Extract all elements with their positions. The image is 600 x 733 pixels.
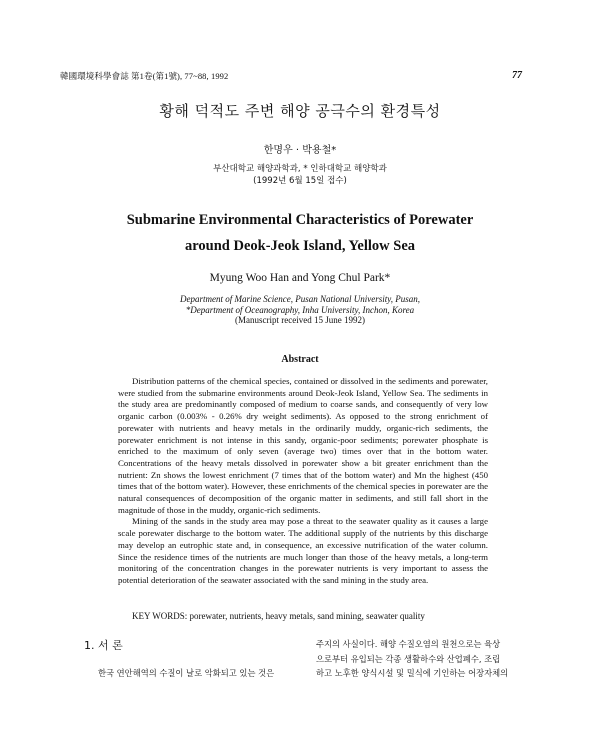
page-number: 77 bbox=[512, 70, 522, 81]
english-received-date: (Manuscript received 15 June 1992) bbox=[235, 315, 365, 325]
abstract-paragraph-1: Distribution patterns of the chemical species, contained or dissolved in the sediments and porewater, were studied from the submarine environments around Deok-Jeok Island, Yellow Sea. The sediments in the study area are predominantly composed of medium to coarse sands, and consequently of very low organic carbon (0.003% - 0.26% dry weight sediments). As opposed to the strong enrichment of porewater with nutrients and heavy metals in the ordinarily muddy, organic-rich sediments, the porewater enrichment is not intense in this sandy, organic-poor sediments; porewater phosphate is enriched to the maximum of only seven (average two) times over that in the bottom water. Concentrations of the heavy metals dissolved in porewater show a bit greater enrichment than the nutrient: Zn shows the lowest enrichment (7 times that of the bottom water) and Mn the highest (450 times that of the bottom water). However, these enrichments of the chemical species in porewater are the natural consequences of decomposition of the organic matter in sediments, and still fall short in the magnitude of those in the muddy, organic-rich sediments. bbox=[118, 376, 488, 515]
english-title-line-1: Submarine Environmental Characteristics of Porewater bbox=[126, 212, 474, 228]
body-line: 으로부터 유입되는 각종 생활하수와 산업폐수, 조립 bbox=[316, 653, 501, 664]
korean-authors: 한명우 · 박용철* bbox=[263, 145, 337, 156]
korean-affiliation bbox=[0, 163, 600, 187]
section-heading-introduction: 1. 서 론 bbox=[84, 639, 123, 652]
body-line: 하고 노후한 양식시설 및 밀식에 기인하는 어장자체의 bbox=[316, 668, 509, 679]
english-affiliation bbox=[0, 294, 600, 326]
english-affiliation-line-1: Department of Marine Science, Pusan National University, Pusan, bbox=[180, 294, 420, 304]
english-authors: Myung Woo Han and Yong Chul Park* bbox=[209, 272, 391, 284]
journal-header: 韓國環境科學會誌 第1卷(第1號), 77~88, 1992 bbox=[60, 71, 229, 81]
korean-title: 황해 덕적도 주변 해양 공극수의 환경특성 bbox=[159, 102, 441, 120]
english-affiliation-line-2: *Department of Oceanography, Inha University, Inchon, Korea bbox=[185, 304, 415, 315]
abstract-body bbox=[118, 376, 488, 587]
english-title-line-2: around Deok-Jeok Island, Yellow Sea bbox=[184, 238, 416, 254]
keywords: KEY WORDS: porewater, nutrients, heavy metals, sand mining, seawater quality bbox=[132, 611, 425, 621]
abstract-paragraph-2: Mining of the sands in the study area may pose a threat to the seawater quality as it causes a large scale porewater discharge to the bottom water. The additional supply of the nutrients by this discharge may develop an eutrophic state and, in consequence, an excessive nutrification of the water column. Since the residence times of the nutrients are much longer than those of the heavy metals, a long-term monitoring of the concentration changes in the porewater nutrients is very important to assess the potential deterioration of the seawater associated with the sand mining in the study area. bbox=[118, 516, 488, 585]
english-title bbox=[0, 207, 600, 259]
korean-received-date: (1992년 6월 15일 접수) bbox=[253, 176, 347, 186]
body-left-column: 한국 연안해역의 수질이 날로 악화되고 있는 것은 bbox=[98, 668, 275, 678]
body-right-column bbox=[316, 637, 534, 681]
korean-affiliation-line: 부산대학교 해양과학과, * 인하대학교 해양학과 bbox=[213, 164, 387, 174]
body-line: 주지의 사실이다. 해양 수질오염의 원천으로는 육상 bbox=[316, 639, 501, 649]
abstract-heading: Abstract bbox=[281, 354, 319, 365]
